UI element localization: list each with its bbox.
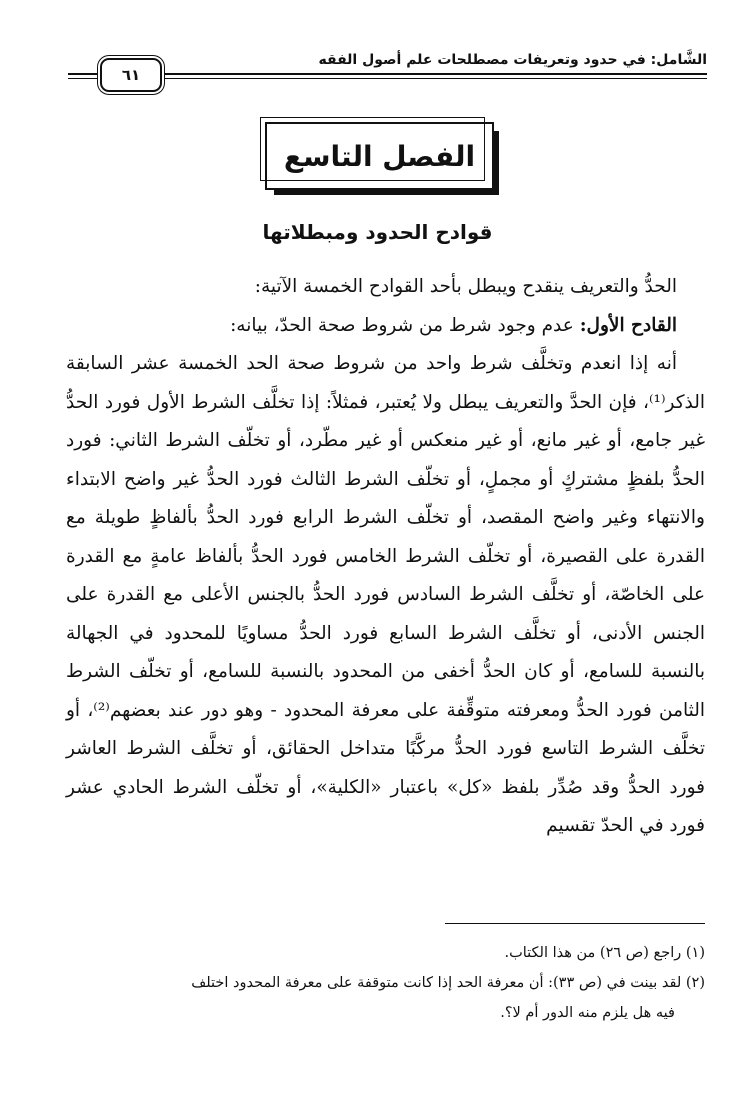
running-header-title: الشَّامل: في حدود وتعريفات مصطلحات علم أصول الفقه bbox=[318, 52, 707, 68]
first-defect-text: عدم وجود شرط من شروط صحة الحدّ، بيانه: bbox=[230, 314, 580, 336]
footnote-divider bbox=[445, 923, 705, 924]
footnotes bbox=[66, 938, 705, 1028]
header-rule-thin bbox=[68, 78, 707, 79]
first-defect-label: القادح الأول: bbox=[579, 314, 677, 336]
chapter-title: الفصل التاسع bbox=[283, 139, 476, 173]
section-title: قوادح الحدود ومبطلاتها bbox=[262, 220, 493, 244]
intro-paragraph: الحدُّ والتعريف ينقدح ويبطل بأحد القوادح الخمسة الآتية: bbox=[254, 276, 677, 297]
chapter-title-box bbox=[265, 122, 494, 190]
footnote-2: (٢) لقد بينت في (ص ٣٣): أن معرفة الحد إذا كانت متوقفة على معرفة المحدود اختلف bbox=[191, 975, 705, 991]
footnote-1: (١) راجع (ص ٢٦) من هذا الكتاب. bbox=[504, 945, 705, 961]
first-defect-paragraph bbox=[66, 307, 705, 346]
footnote-2-continuation: فيه هل يلزم منه الدور أم لا؟. bbox=[500, 1005, 675, 1021]
header-rule bbox=[68, 73, 707, 75]
page-number: ٦١ bbox=[100, 58, 162, 92]
main-paragraph: أنه إذا انعدم وتخلَّف شرط واحد من شروط صحة الحد الخمسة عشر السابقة الذكر⁽¹⁾، فإن الحدَّ والتعريف يبطل ولا يُعتبر، فمثلاً: إذا تخلَّف الشرط الأول فورد الحدُّ غير جامع، أو غير مانع، أو غير منعكس أو غير مطّرد، أو تخلّف الشرط الثاني: فورد الحدُّ بلفظٍ مشتركٍ أو مجملٍ، أو تخلّف الشرط الثالث فورد الحدُّ غير واضح الابتداء والانتهاء وغير واضح المقصد، أو تخلّف الشرط الرابع فورد الحدُّ بألفاظٍ طويلة مع القدرة على القصيرة، أو تخلّف الشرط الخامس فورد الحدُّ بألفاظ عامةٍ مع القدرة على الخاصّة، أو تخلَّف الشرط السادس فورد الحدُّ بالجنس الأعلى مع القدرة على الجنس الأدنى، أو تخلَّف الشرط السابع فورد الحدُّ مساويًا للمحدود في الجهالة بالنسبة للسامع، أو كان الحدُّ أخفى من المحدود بالنسبة للسامع، أو تخلّف الشرط الثامن فورد الحدُّ ومعرفته متوقِّفة على معرفة المحدود - وهو دور عند بعضهم⁽²⁾، أو تخلَّف الشرط التاسع فورد الحدُّ مركَّبًا متداخل الحقائق، أو تخلَّف الشرط العاشر فورد الحدُّ وقد صُدِّر بلفظ «كل» باعتبار «الكلية»، أو تخلّف الشرط الحادي عشر فورد في الحدّ تقسيم bbox=[66, 353, 705, 836]
body-text bbox=[66, 268, 705, 846]
